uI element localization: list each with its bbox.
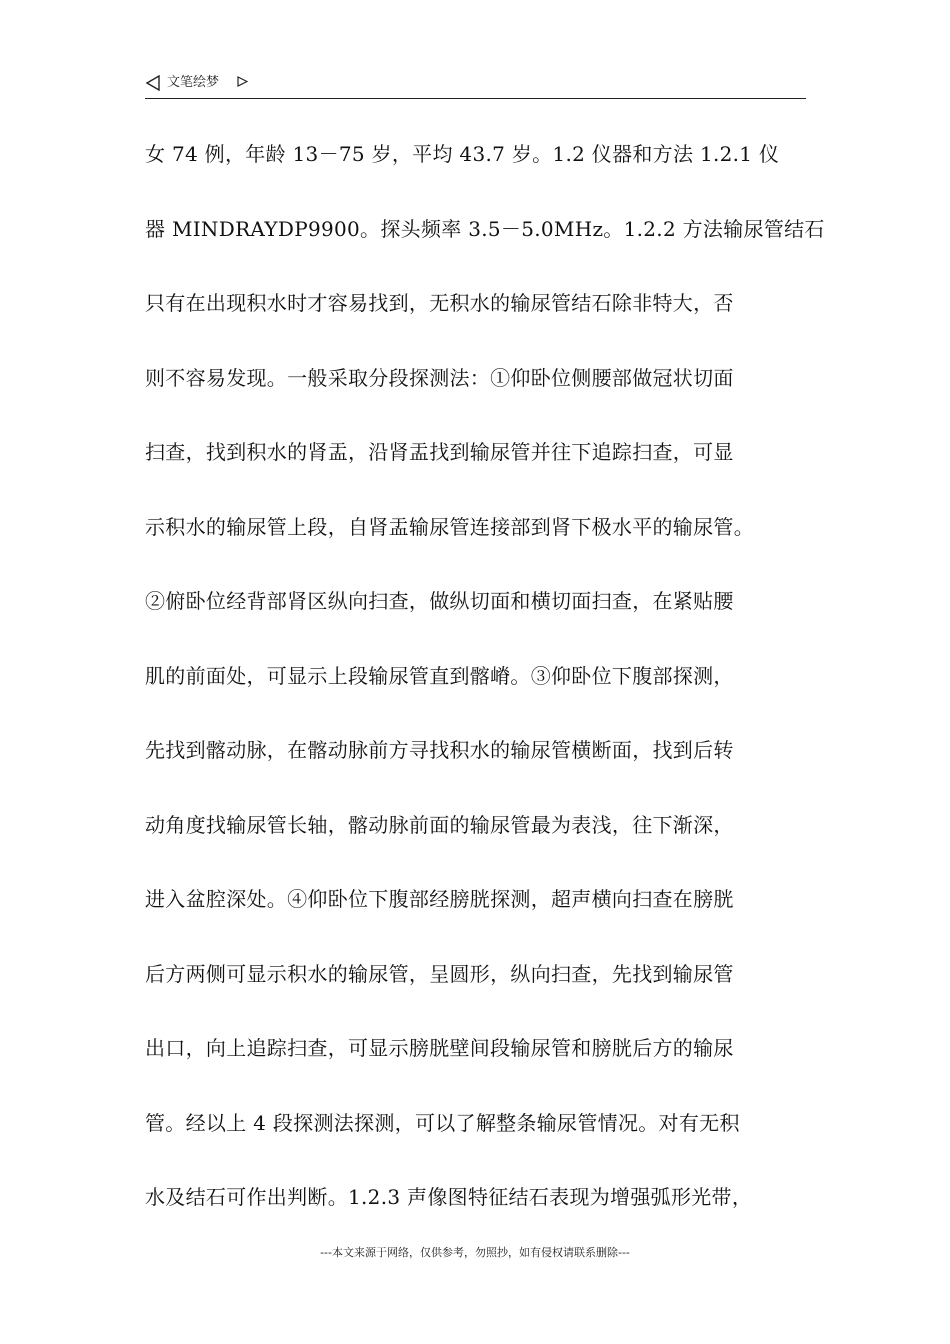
text-line: 示积水的输尿管上段，自肾盂输尿管连接部到肾下极水平的输尿管。: [145, 514, 754, 539]
text-line: 扫查，找到积水的肾盂，沿肾盂找到输尿管并往下追踪扫查，可显: [145, 440, 734, 464]
triangle-left-icon[interactable]: [145, 75, 161, 91]
page-header: [145, 72, 806, 99]
text-line: 只有在出现积水时才容易找到，无积水的输尿管结石除非特大，否: [145, 291, 734, 315]
text-line: 动角度找输尿管长轴，髂动脉前面的输尿管最为表浅，往下渐深，: [145, 812, 734, 837]
text-line: 肌的前面处，可显示上段输尿管直到髂嵴。③仰卧位下腹部探测，: [145, 663, 734, 688]
triangle-right-icon[interactable]: [237, 76, 248, 87]
text-line: 先找到髂动脉，在髂动脉前方寻找积水的输尿管横断面，找到后转: [145, 738, 734, 762]
text-line: 管。经以上 4 段探测法探测，可以了解整条输尿管情况。对有无积: [145, 1110, 740, 1135]
text-line: ②俯卧位经背部肾区纵向扫查，做纵切面和横切面扫查，在紧贴腰: [145, 589, 734, 613]
text-line: 水及结石可作出判断。1.2.3 声像图特征结石表现为增强弧形光带，: [145, 1185, 753, 1209]
text-line: 女 74 例，年龄 13－75 岁，平均 43.7 岁。1.2 仪器和方法 1.2.1 仪: [145, 142, 780, 166]
brand-title: 文笔绘梦: [167, 75, 220, 90]
footer-notice: ---本文来源于网络，仅供参考，勿照抄，如有侵权请联系删除---: [320, 1246, 630, 1259]
document-body: [145, 125, 825, 1243]
text-line: 后方两侧可显示积水的输尿管，呈圆形，纵向扫查，先找到输尿管: [145, 961, 734, 986]
text-line: 进入盆腔深处。④仰卧位下腹部经膀胱探测，超声横向扫查在膀胱: [145, 887, 734, 911]
text-line: 则不容易发现。一般采取分段探测法：①仰卧位侧腰部做冠状切面: [145, 365, 734, 390]
text-line: 出口，向上追踪扫查，可显示膀胱壁间段输尿管和膀胱后方的输尿: [145, 1036, 734, 1060]
text-line: 器 MINDRAYDP9900。探头频率 3.5－5.0MHz。1.2.2 方法输尿管结石: [145, 216, 825, 241]
